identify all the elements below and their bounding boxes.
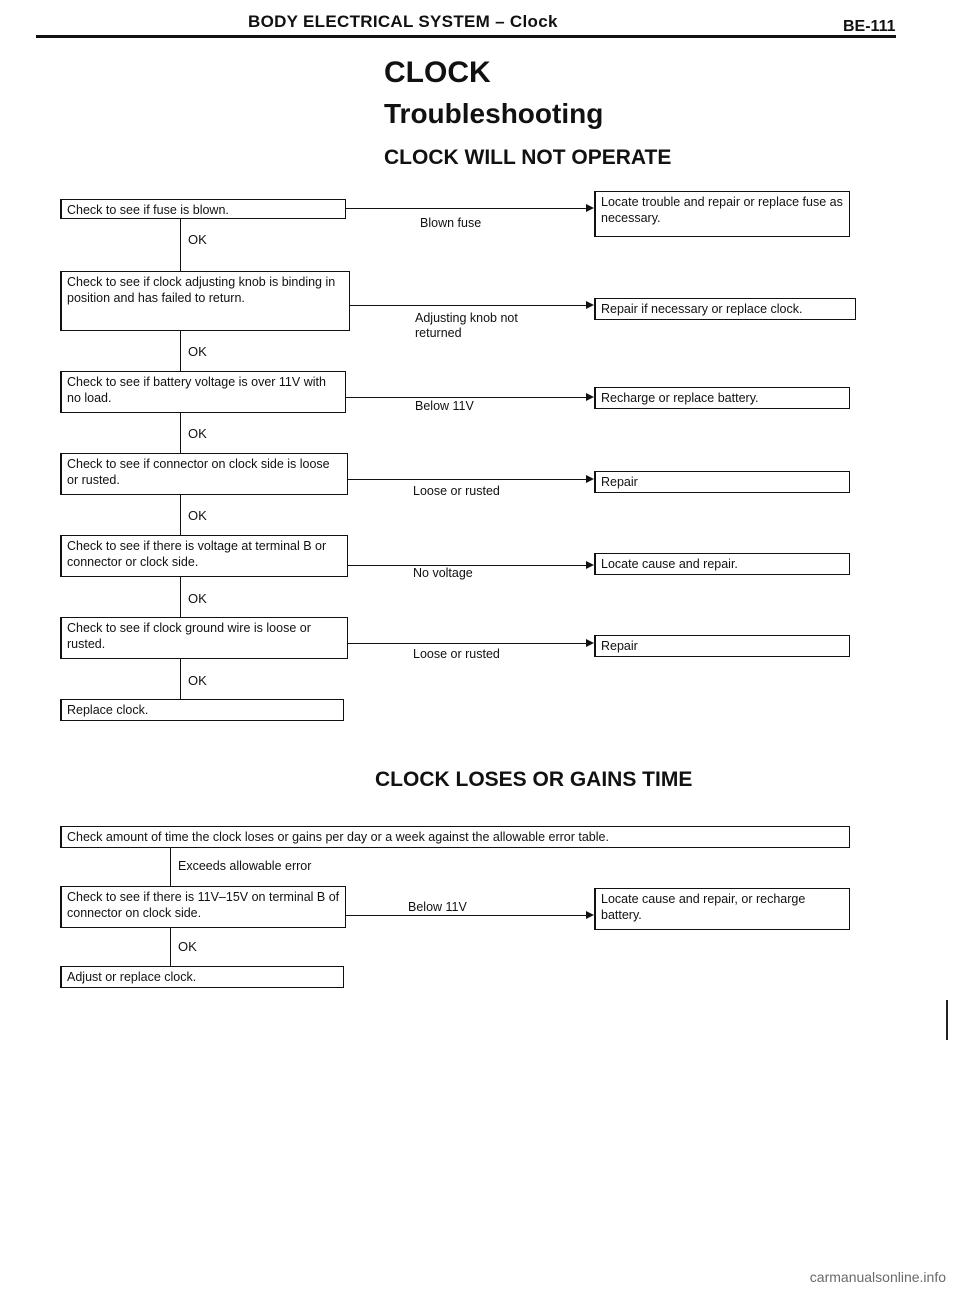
ok-label: OK (188, 673, 207, 688)
page-number: BE-111 (843, 18, 896, 35)
header-rule (36, 35, 896, 38)
condition-label: Adjusting knob not returned (415, 311, 518, 340)
flow2-heading: CLOCK LOSES OR GAINS TIME (375, 768, 693, 791)
check-box-connector: Check to see if connector on clock side is loose or rusted. (60, 453, 348, 495)
start-box-check-error: Check amount of time the clock loses or gains per day or a week against the allowable error table. (60, 826, 850, 848)
connector-line (348, 479, 588, 480)
connector-line (348, 643, 588, 644)
arrow-icon (586, 301, 594, 309)
ok-label: OK (188, 344, 207, 359)
condition-label: Below 11V (415, 399, 474, 413)
ok-label: OK (188, 591, 207, 606)
action-box: Repair (594, 471, 850, 493)
action-box: Locate cause and repair. (594, 553, 850, 575)
arrow-icon (586, 204, 594, 212)
flow-line (180, 331, 181, 371)
check-box-terminal-voltage: Check to see if there is voltage at terminal B or connector or clock side. (60, 535, 348, 577)
action-box: Recharge or replace battery. (594, 387, 850, 409)
arrow-icon (586, 561, 594, 569)
condition-label: Loose or rusted (413, 647, 500, 661)
check-box-battery: Check to see if battery voltage is over 11V with no load. (60, 371, 346, 413)
arrow-icon (586, 639, 594, 647)
ok-label: OK (178, 939, 197, 954)
final-box-replace-clock: Replace clock. (60, 699, 344, 721)
connector-line (346, 208, 588, 209)
flow1-heading: CLOCK WILL NOT OPERATE (384, 146, 672, 169)
arrow-icon (586, 475, 594, 483)
flow-line (180, 495, 181, 535)
flow-line (170, 928, 171, 966)
condition-label: Below 11V (408, 900, 467, 914)
action-box: Repair (594, 635, 850, 657)
connector-line (346, 915, 588, 916)
ok-label: OK (188, 508, 207, 523)
margin-mark (946, 1000, 948, 1040)
condition-label: No voltage (413, 566, 473, 580)
flow-line (170, 848, 171, 886)
watermark: carmanualsonline.info (809, 1269, 946, 1285)
ok-label: OK (188, 426, 207, 441)
check-box-terminal-11v-15v: Check to see if there is 11V–15V on terminal B of connector on clock side. (60, 886, 346, 928)
arrow-icon (586, 911, 594, 919)
section-subtitle: Troubleshooting (384, 98, 604, 129)
section-title: CLOCK (384, 56, 491, 89)
connector-line (346, 397, 588, 398)
connector-line (350, 305, 588, 306)
check-box-knob: Check to see if clock adjusting knob is binding in position and has failed to return. (60, 271, 350, 331)
action-box: Repair if necessary or replace clock. (594, 298, 856, 320)
flow-line (180, 219, 181, 271)
arrow-icon (586, 393, 594, 401)
flow-line (180, 659, 181, 699)
action-box: Locate cause and repair, or recharge battery. (594, 888, 850, 930)
page-header-title: BODY ELECTRICAL SYSTEM – Clock (248, 12, 558, 31)
check-box-fuse: Check to see if fuse is blown. (60, 199, 346, 219)
ok-label: OK (188, 232, 207, 247)
final-box-adjust-or-replace: Adjust or replace clock. (60, 966, 344, 988)
flow-line (180, 413, 181, 453)
condition-label: Blown fuse (420, 216, 482, 230)
flow-line (180, 577, 181, 617)
condition-label: Exceeds allowable error (178, 859, 312, 873)
check-box-ground-wire: Check to see if clock ground wire is loose or rusted. (60, 617, 348, 659)
action-box: Locate trouble and repair or replace fuse as necessary. (594, 191, 850, 237)
condition-label: Loose or rusted (413, 484, 500, 498)
